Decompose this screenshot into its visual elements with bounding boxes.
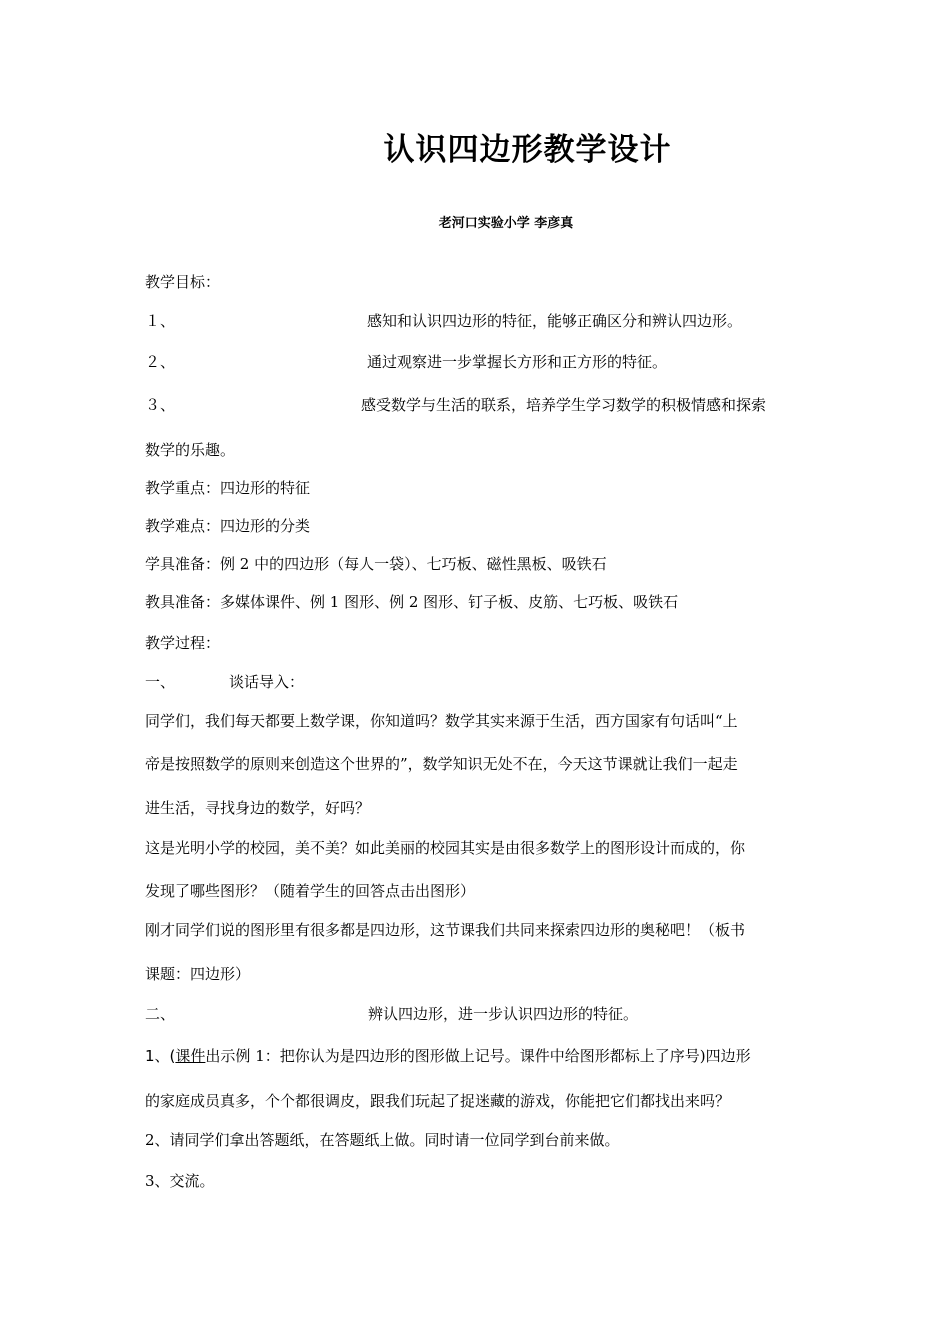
objective-2-text: 通过观察进一步掌握长方形和正方形的特征。 (367, 353, 668, 371)
section-2-title: 辨认四边形，进一步认识四边形的特征。 (368, 1005, 639, 1023)
section-2-number: 二、 (145, 1005, 176, 1023)
item-1-courseware-link: 课件 (175, 1047, 206, 1065)
item-3: 3、交流。 (145, 1172, 215, 1190)
item-1-prefix: 1、( (145, 1047, 176, 1065)
paragraph-3-line-2: 课题：四边形） (145, 965, 251, 983)
item-2: 2、请同学们拿出答题纸，在答题纸上做。同时请一位同学到台前来做。 (145, 1131, 620, 1149)
paragraph-3-line-1: 刚才同学们说的图形里有很多都是四边形，这节课我们共同来探索四边形的奥秘吧！（板书 (145, 921, 746, 939)
paragraph-1-line-3: 进生活，寻找身边的数学，好吗？ (145, 799, 371, 817)
objective-3-continuation: 数学的乐趣。 (145, 441, 236, 459)
item-1-line-1 (145, 1046, 751, 1066)
section-1-number: 一、 (145, 673, 176, 691)
objective-1-number: １、 (145, 312, 176, 330)
objective-2-number: ２、 (145, 353, 176, 371)
page-title: 认识四边形教学设计 (383, 132, 672, 168)
objective-3-text: 感受数学与生活的联系，培养学生学习数学的积极情感和探索 (361, 396, 767, 414)
objective-3-number: ３、 (145, 396, 176, 414)
item-1-rest: 出示例 1：把你认为是四边形的图形做上记号。课件中给图形都标上了序号)四边形 (205, 1047, 751, 1065)
objectives-heading: 教学目标： (145, 273, 221, 291)
item-1-line-2: 的家庭成员真多，个个都很调皮，跟我们玩起了捉迷藏的游戏，你能把它们都找出来吗？ (145, 1092, 731, 1110)
key-point: 教学重点：四边形的特征 (145, 479, 311, 497)
teacher-tools: 教具准备：多媒体课件、例 1 图形、例 2 图形、钉子板、皮筋、七巧板、吸铁石 (145, 593, 679, 611)
paragraph-1-line-2: 帝是按照数学的原则来创造这个世界的”，数学知识无处不在，今天这节课就让我们一起走 (145, 755, 738, 773)
author-line: 老河口实验小学 李彦真 (438, 216, 574, 231)
difficulty: 教学难点：四边形的分类 (145, 517, 311, 535)
paragraph-1-line-1: 同学们，我们每天都要上数学课，你知道吗？数学其实来源于生活，西方国家有句话叫“上 (145, 712, 738, 730)
objective-1-text: 感知和认识四边形的特征，能够正确区分和辨认四边形。 (367, 312, 743, 330)
section-1-title: 谈话导入： (229, 673, 305, 691)
paragraph-2-line-1: 这是光明小学的校园，美不美？如此美丽的校园其实是由很多数学上的图形设计而成的，你 (145, 839, 746, 857)
paragraph-2-line-2: 发现了哪些图形？（随着学生的回答点击出图形） (145, 882, 476, 900)
process-heading: 教学过程： (145, 634, 221, 652)
student-tools: 学具准备：例 2 中的四边形（每人一袋）、七巧板、磁性黑板、吸铁石 (145, 555, 607, 573)
